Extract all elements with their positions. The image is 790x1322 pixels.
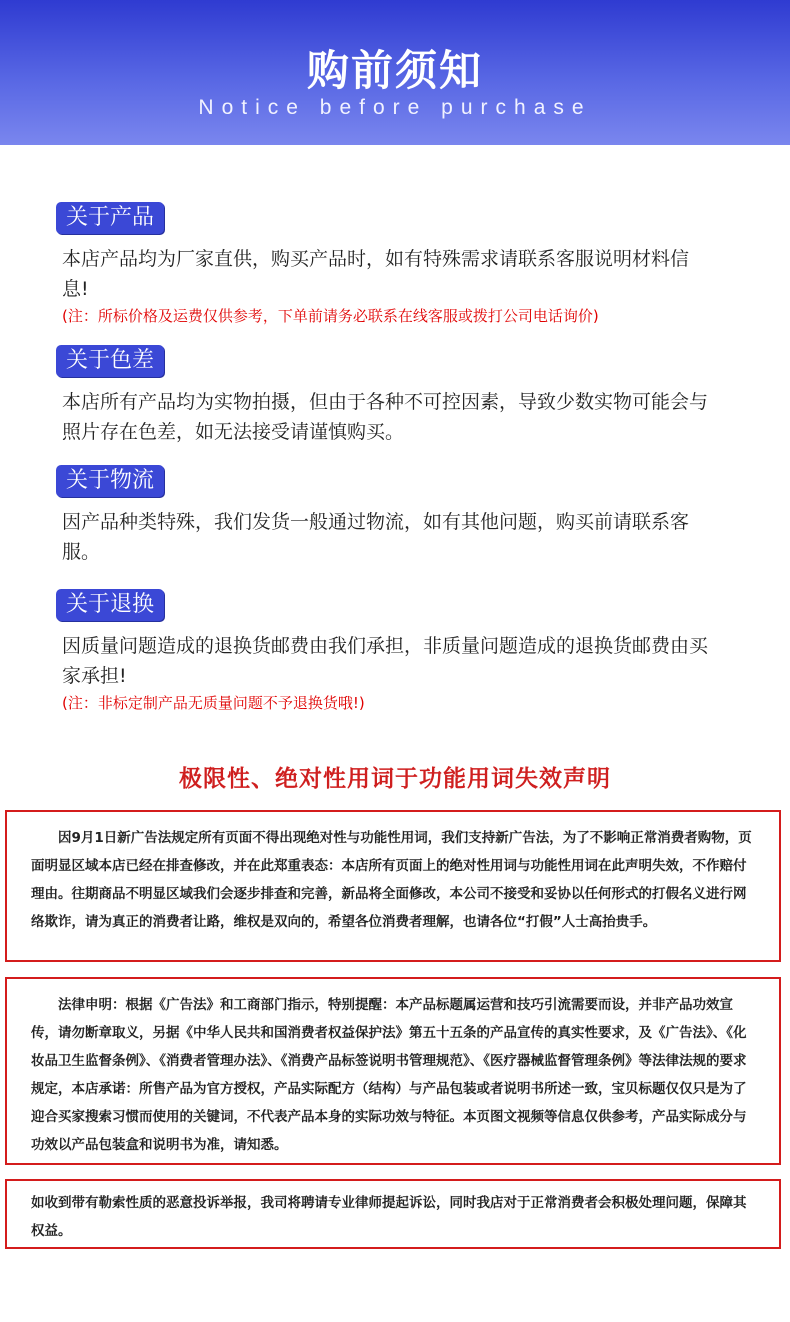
- declaration-box-legal-statement: [5, 977, 781, 1165]
- section-logistics: [56, 465, 736, 567]
- section-returns: [56, 589, 736, 715]
- section-tag-color: 关于色差: [56, 345, 164, 377]
- section-product: [56, 202, 736, 328]
- banner-subtitle: Notice before purchase: [198, 96, 592, 119]
- section-tag-product: 关于产品: [56, 202, 164, 234]
- declaration-text-1: 因9月1日新广告法规定所有页面不得出现绝对性与功能性用词，我们支持新广告法，为了不影响正常消费者购物，页面明显区域本店已经在排查修改，并在此郑重表态：本店所有页面上的绝对性用词与功能性用词在此声明失效，不作赔付理由。往期商品不明显区域我们会逐步排查和完善，新品将全面修改，本公司不接受和妥协以任何形式的打假名义进行网络欺诈，请为真正的消费者让路，维权是双向的，希望各位消费者理解，也请各位“打假”人士高抬贵手。: [31, 830, 752, 930]
- declaration-box-advertising-law: [5, 810, 781, 962]
- section-tag-logistics: 关于物流: [56, 465, 164, 497]
- section-text-logistics: 因产品种类特殊，我们发货一般通过物流，如有其他问题，购买前请联系客服。: [62, 511, 690, 563]
- section-note-product: (注：所标价格及运费仅供参考，下单前请务必联系在线客服或拨打公司电话询价): [62, 307, 599, 325]
- section-tag-returns: 关于退换: [56, 589, 164, 621]
- banner-title: 购前须知: [306, 46, 483, 95]
- section-text-product: 本店产品均为厂家直供，购买产品时，如有特殊需求请联系客服说明材料信息!: [62, 248, 690, 300]
- section-color: [56, 345, 736, 447]
- section-note-returns: (注：非标定制产品无质量问题不予退换货哦!): [62, 694, 365, 712]
- section-text-color: 本店所有产品均为实物拍摄，但由于各种不可控因素，导致少数实物可能会与照片存在色差，如无法接受请谨慎购买。: [62, 391, 709, 443]
- declaration-title: 极限性、绝对性用词于功能用词失效声明: [179, 766, 611, 792]
- declaration-text-2: 法律申明：根据《广告法》和工商部门指示，特别提醒：本产品标题属运营和技巧引流需要而设，并非产品功效宣传，请勿断章取义，另据《中华人民共和国消费者权益保护法》第五十五条的产品宣传的真实性要求，及《广告法》、《化妆品卫生监督条例》、《消费者管理办法》、《消费产品标签说明书管理规范》、《医疗器械监督管理条例》等法律法规的要求规定，本店承诺：所售产品为官方授权，产品实际配方（结构）与产品包装或者说明书所述一致，宝贝标题仅仅只是为了迎合买家搜索习惯而使用的关键词，不代表产品本身的实际功效与特征。本页图文视频等信息仅供参考，产品实际成分与功效以产品包装盒和说明书为准，请知悉。: [31, 997, 747, 1153]
- section-text-returns: 因质量问题造成的退换货邮费由我们承担，非质量问题造成的退换货邮费由买家承担!: [62, 635, 709, 687]
- declaration-text-3: 如收到带有勒索性质的恶意投诉举报，我司将聘请专业律师提起诉讼，同时我店对于正常消费者会积极处理问题，保障其权益。: [31, 1195, 747, 1239]
- header-banner: [0, 0, 790, 145]
- declaration-box-complaints: [5, 1179, 781, 1249]
